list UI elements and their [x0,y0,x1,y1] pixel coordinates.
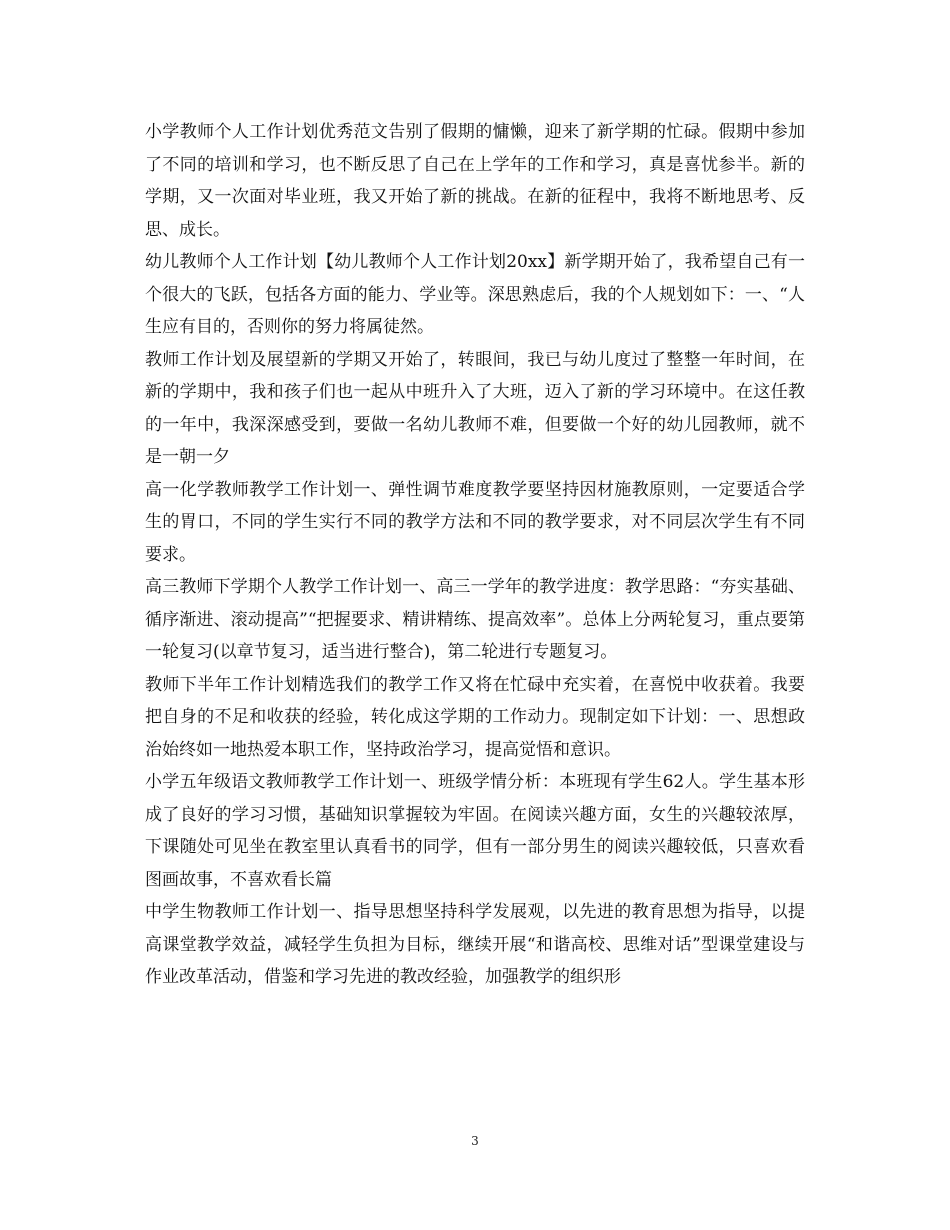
paragraph-biology-teacher-plan: 中学生物教师工作计划一、指导思想坚持科学发展观，以先进的教育思想为指导，以提高课堂教学效益，减轻学生负担为目标，继续开展“和谐高校、思维对话”型课堂建设与作业改革活动，借鉴和学习先进的教改经验，加强教学的组织形 [145,902,805,987]
document-body [145,116,805,994]
paragraph-primary-teacher-plan: 小学教师个人工作计划优秀范文告别了假期的慵懒，迎来了新学期的忙碌。假期中参加了不同的培训和学习，也不断反思了自己在上学年的工作和学习，真是喜忧参半。新的学期，又一次面对毕业班，我又开始了新的挑战。在新的征程中，我将不断地思考、反思、成长。 [145,122,805,240]
paragraph-senior-three-teacher-plan: 高三教师下学期个人教学工作计划一、高三一学年的教学进度：教学思路：“夯实基础、循序渐进、滚动提高”“把握要求、精讲精练、提高效率”。总体上分两轮复习，重点要第一轮复习(以章节复习，适当进行整合)，第二轮进行专题复习。 [145,577,805,662]
paragraph-second-half-year-plan: 教师下半年工作计划精选我们的教学工作又将在忙碌中充实着，在喜悦中收获着。我要把自身的不足和收获的经验，转化成这学期的工作动力。现制定如下计划：一、思想政治始终如一地热爱本职工作，坚持政治学习，提高觉悟和意识。 [145,674,805,760]
paragraph-teacher-plan-outlook: 教师工作计划及展望新的学期又开始了，转眼间，我已与幼儿度过了整整一年时间，在新的学期中，我和孩子们也一起从中班升入了大班，迈入了新的学习环境中。在这任教的一年中，我深深感受到，要做一名幼儿教师不难，但要做一个好的幼儿园教师，就不是一朝一夕 [145,349,805,467]
paragraph-grade-five-chinese-plan: 小学五年级语文教师教学工作计划一、班级学情分析：本班现有学生62人。学生基本形成了良好的学习习惯，基础知识掌握较为牢固。在阅读兴趣方面，女生的兴趣较浓厚，下课随处可见坐在教室里认真看书的同学，但有一部分男生的阅读兴趣较低，只喜欢看图画故事，不喜欢看长篇 [145,772,805,890]
paragraph-chemistry-teacher-plan: 高一化学教师教学工作计划一、弹性调节难度教学要坚持因材施教原则，一定要适合学生的胃口，不同的学生实行不同的教学方法和不同的教学要求，对不同层次学生有不同要求。 [145,479,805,565]
page-number: 3 [471,1134,479,1148]
paragraph-kindergarten-teacher-plan: 幼儿教师个人工作计划【幼儿教师个人工作计划20xx】新学期开始了，我希望自己有一个很大的飞跃，包括各方面的能力、学业等。深思熟虑后，我的个人规划如下：一、“人生应有目的，否则你的努力将属徒然。 [145,252,805,337]
